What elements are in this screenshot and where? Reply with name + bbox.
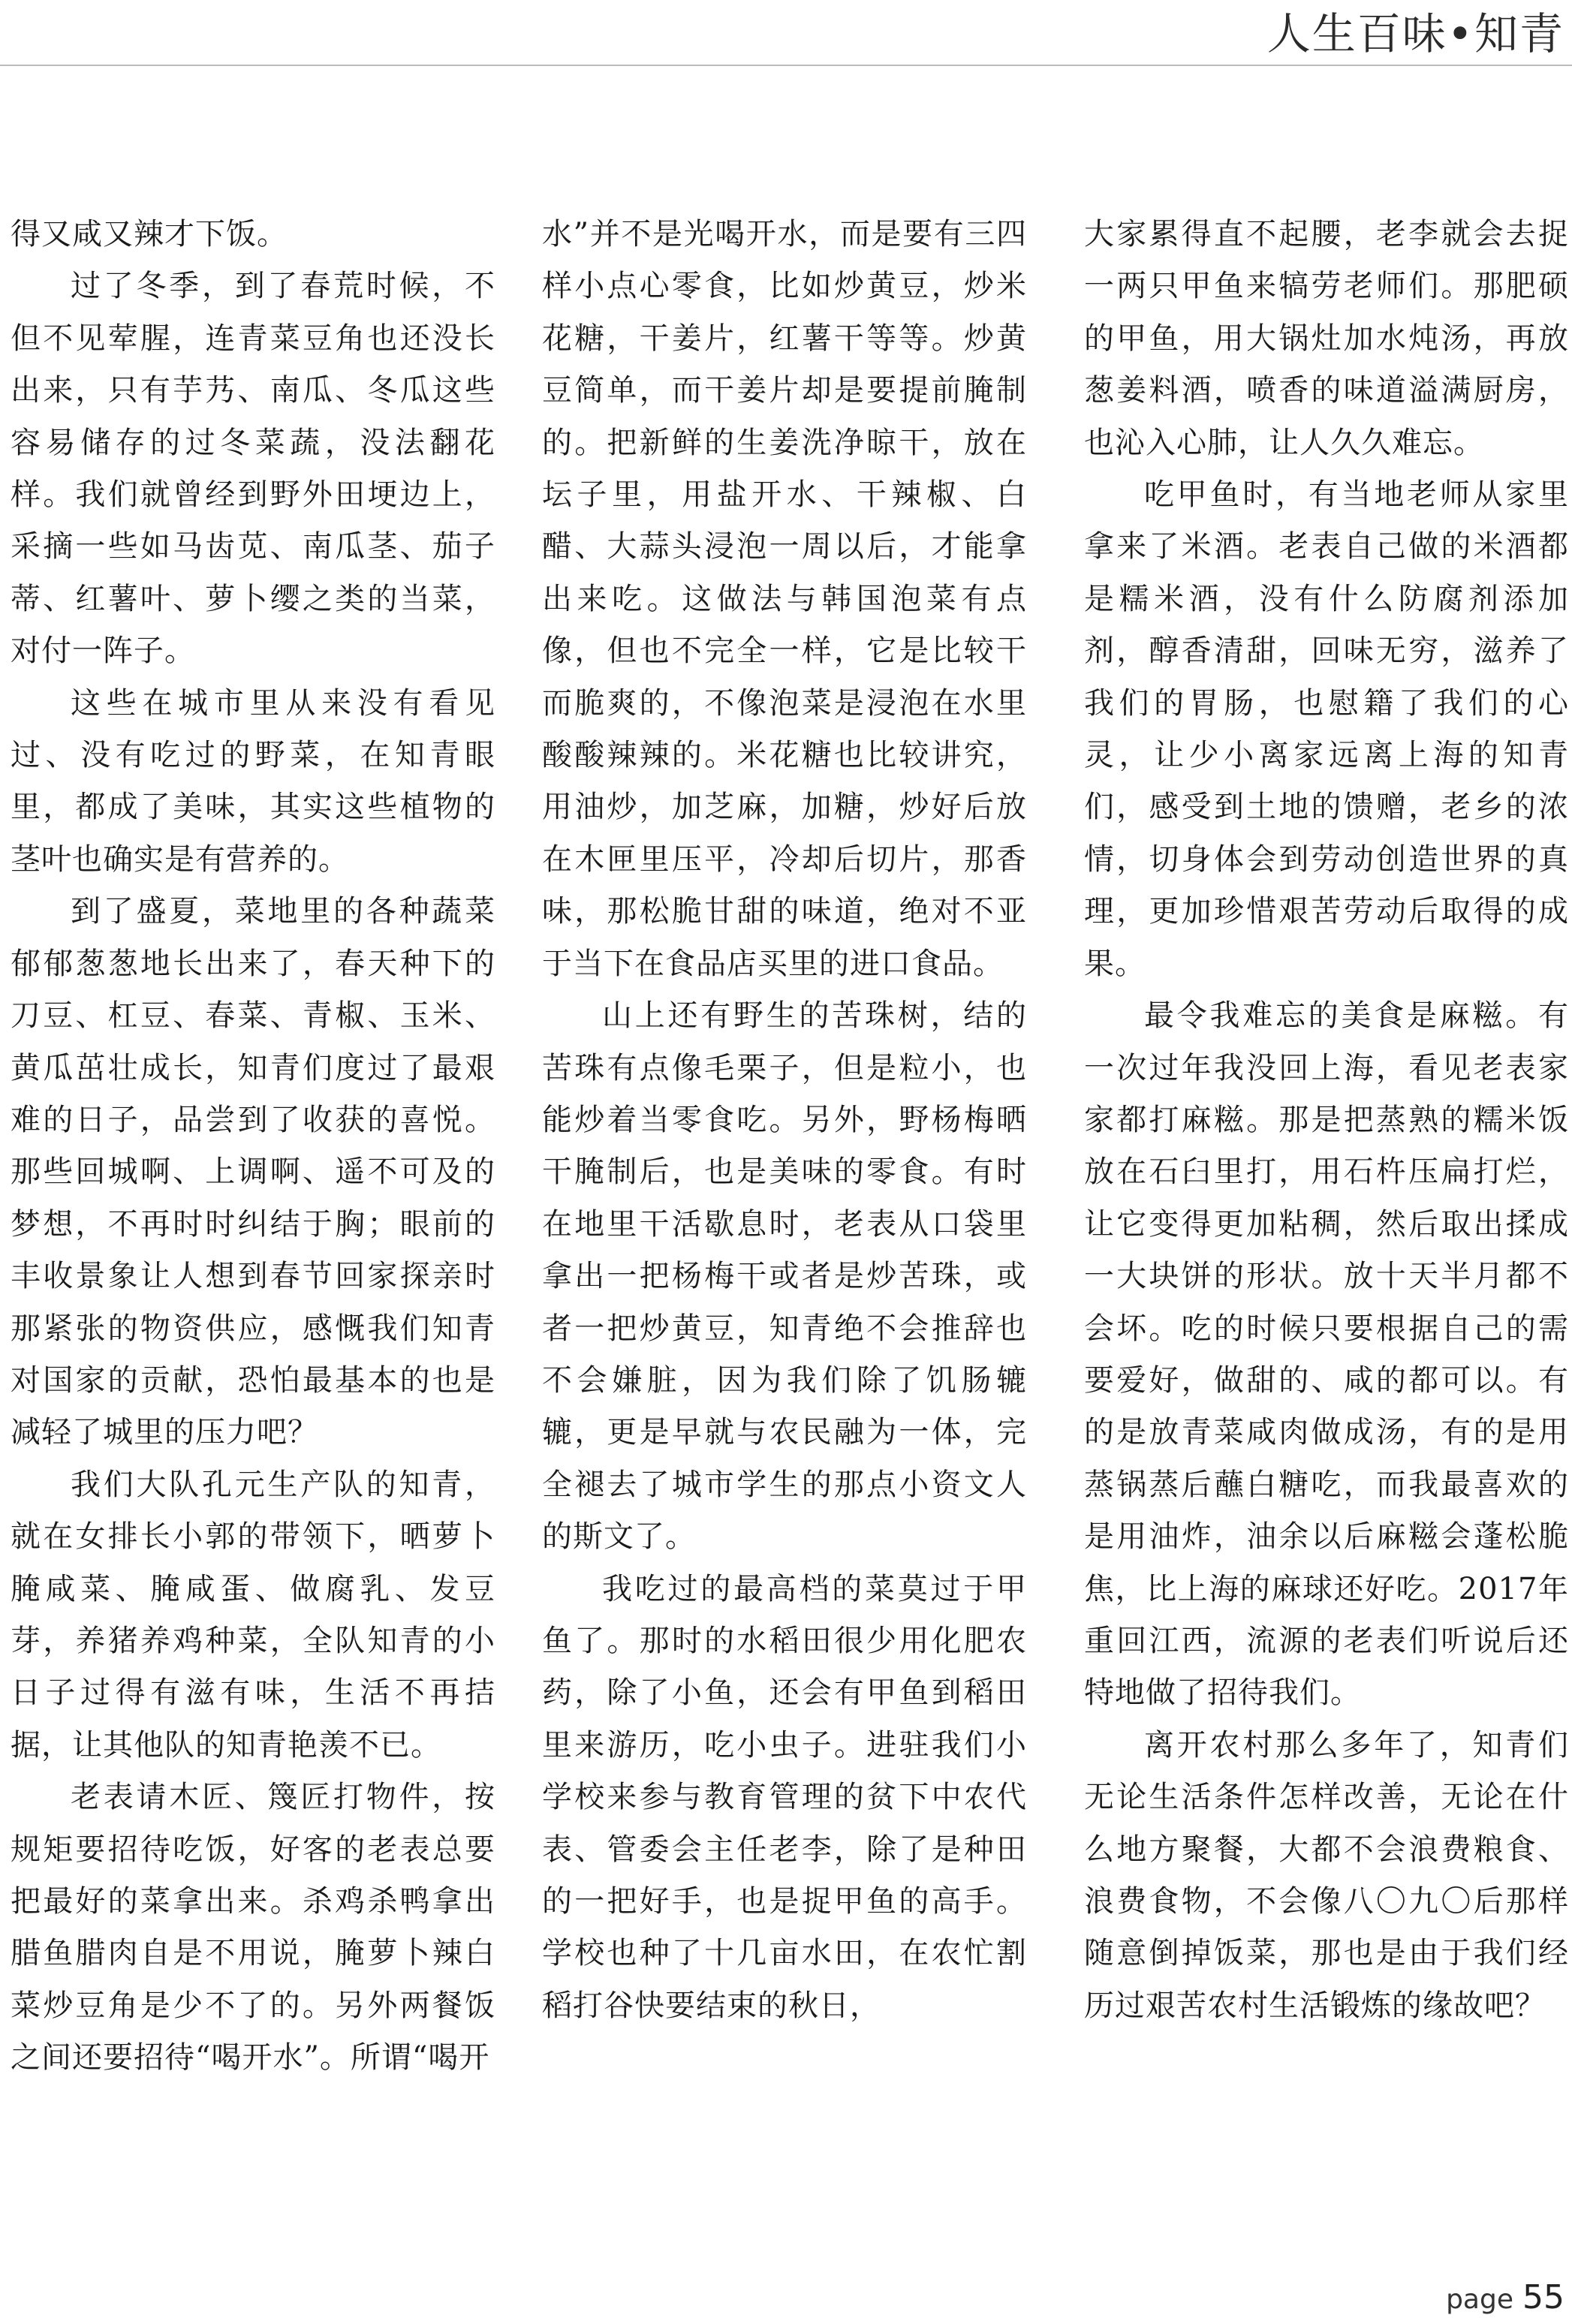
paragraph: 我吃过的最高档的菜莫过于甲鱼了。那时的水稻田很少用化肥农药，除了小鱼，还会有甲鱼到稻田里来游历，吃小虫子。进驻我们小学校来参与教育管理的贫下中农代表、管委会主任老李，除了是种田的一把好手，也是捉甲鱼的高手。学校也种了十几亩水田，在农忙割稻打谷快要结束的秋日， bbox=[542, 1571, 1027, 2023]
paragraph: 到了盛夏，菜地里的各种蔬菜郁郁葱葱地长出来了，春天种下的刀豆、杠豆、春菜、青椒、玉米、黄瓜茁壮成长，知青们度过了最艰难的日子，品尝到了收获的喜悦。那些回城啊、上调啊、遥不可及的梦想，不再时时纠结于胸；眼前的丰收景象让人想到春节回家探亲时那紧张的物资供应，感慨我们知青对国家的贡献，恐怕最基本的也是减轻了城里的压力吧？ bbox=[11, 894, 495, 1450]
paragraph: 山上还有野生的苦珠树，结的苦珠有点像毛栗子，但是粒小，也能炒着当零食吃。另外，野杨梅晒干腌制后，也是美味的零食。有时在地里干活歇息时，老表从口袋里拿出一把杨梅干或者是炒苦珠，或者一把炒黄豆，知青绝不会推辞也不会嫌脏，因为我们除了饥肠辘辘，更是早就与农民融为一体，完全褪去了城市学生的那点小资文人的斯文了。 bbox=[542, 998, 1027, 1555]
paragraph: 过了冬季，到了春荒时候，不但不见荤腥，连青菜豆角也还没长出来，只有芋艿、南瓜、冬瓜这些容易储存的过冬菜蔬，没法翻花样。我们就曾经到野外田埂边上，采摘一些如马齿苋、南瓜茎、茄子蒂、红薯叶、萝卜缨之类的当菜，对付一阵子。 bbox=[11, 269, 495, 669]
header-rule bbox=[0, 65, 1572, 66]
paragraph: 水”并不是光喝开水，而是要有三四样小点心零食，比如炒黄豆，炒米花糖，干姜片，红薯干等等。炒黄豆简单，而干姜片却是要提前腌制的。把新鲜的生姜洗净晾干，放在坛子里，用盐开水、干辣椒、白醋、大蒜头浸泡一周以后，才能拿出来吃。这做法与韩国泡菜有点像，但也不完全一样，它是比较干而脆爽的，不像泡菜是浸泡在水里酸酸辣辣的。米花糖也比较讲究，用油炒，加芝麻，加糖，炒好后放在木匣里压平，冷却后切片，那香味，那松脆甘甜的味道，绝对不亚于当下在食品店买里的进口食品。 bbox=[542, 217, 1027, 981]
paragraph: 我们大队孔元生产队的知青，就在女排长小郭的带领下，晒萝卜腌咸菜、腌咸蛋、做腐乳、发豆芽，养猪养鸡种菜，全队知青的小日子过得有滋有味，生活不再拮据，让其他队的知青艳羡不已。 bbox=[11, 1467, 495, 1763]
paragraph: 这些在城市里从来没有看见过、没有吃过的野菜，在知青眼里，都成了美味，其实这些植物的茎叶也确实是有营养的。 bbox=[11, 685, 495, 877]
paragraph: 老表请木匠、篾匠打物件，按规矩要招待吃饭，好客的老表总要把最好的菜拿出来。杀鸡杀鸭拿出腊鱼腊肉自是不用说，腌萝卜辣白菜炒豆角是少不了的。另外两餐饭之间还要招待“喝开水”。所谓“喝开 bbox=[11, 1780, 495, 2076]
page-footer bbox=[1446, 2279, 1564, 2323]
paragraph: 最令我难忘的美食是麻糍。有一次过年我没回上海，看见老表家家都打麻糍。那是把蒸熟的糯米饭放在石臼里打，用石杵压扁打烂，让它变得更加粘稠，然后取出揉成一大块饼的形状。放十天半月都不会坏。吃的时候只要根据自己的需要爱好，做甜的、咸的都可以。有的是放青菜咸肉做成汤，有的是用蒸锅蒸后蘸白糖吃，而我最喜欢的是用油炸，油余以后麻糍会蓬松脆焦，比上海的麻球还好吃。2017年重回江西，流源的老表们听说后还特地做了招待我们。 bbox=[1084, 998, 1569, 1711]
paragraph: 得又咸又辣才下饭。 bbox=[11, 217, 288, 251]
text-column-1 bbox=[11, 209, 495, 2085]
page-label: page bbox=[1446, 2284, 1513, 2315]
text-column-2 bbox=[542, 209, 1027, 2032]
section-title: 人生百味•知青 bbox=[1266, 8, 1564, 59]
page-number: 55 bbox=[1522, 2278, 1564, 2316]
paragraph: 离开农村那么多年了，知青们无论生活条件怎样改善，无论在什么地方聚餐，大都不会浪费粮食、浪费食物，不会像八〇九〇后那样随意倒掉饭菜，那也是由于我们经历过艰苦农村生活锻炼的缘故吧？ bbox=[1084, 1727, 1569, 2023]
paragraph: 大家累得直不起腰，老李就会去捉一两只甲鱼来犒劳老师们。那肥硕的甲鱼，用大锅灶加水炖汤，再放葱姜料酒，喷香的味道溢满厨房，也沁入心肺，让人久久难忘。 bbox=[1084, 217, 1569, 460]
text-column-3 bbox=[1084, 209, 1569, 2032]
paragraph: 吃甲鱼时，有当地老师从家里拿来了米酒。老表自己做的米酒都是糯米酒，没有什么防腐剂添加剂，醇香清甜，回味无穷，滋养了我们的胃肠，也慰籍了我们的心灵，让少小离家远离上海的知青们，感受到土地的馈赠，老乡的浓情，切身体会到劳动创造世界的真理，更加珍惜艰苦劳动后取得的成果。 bbox=[1084, 477, 1569, 981]
